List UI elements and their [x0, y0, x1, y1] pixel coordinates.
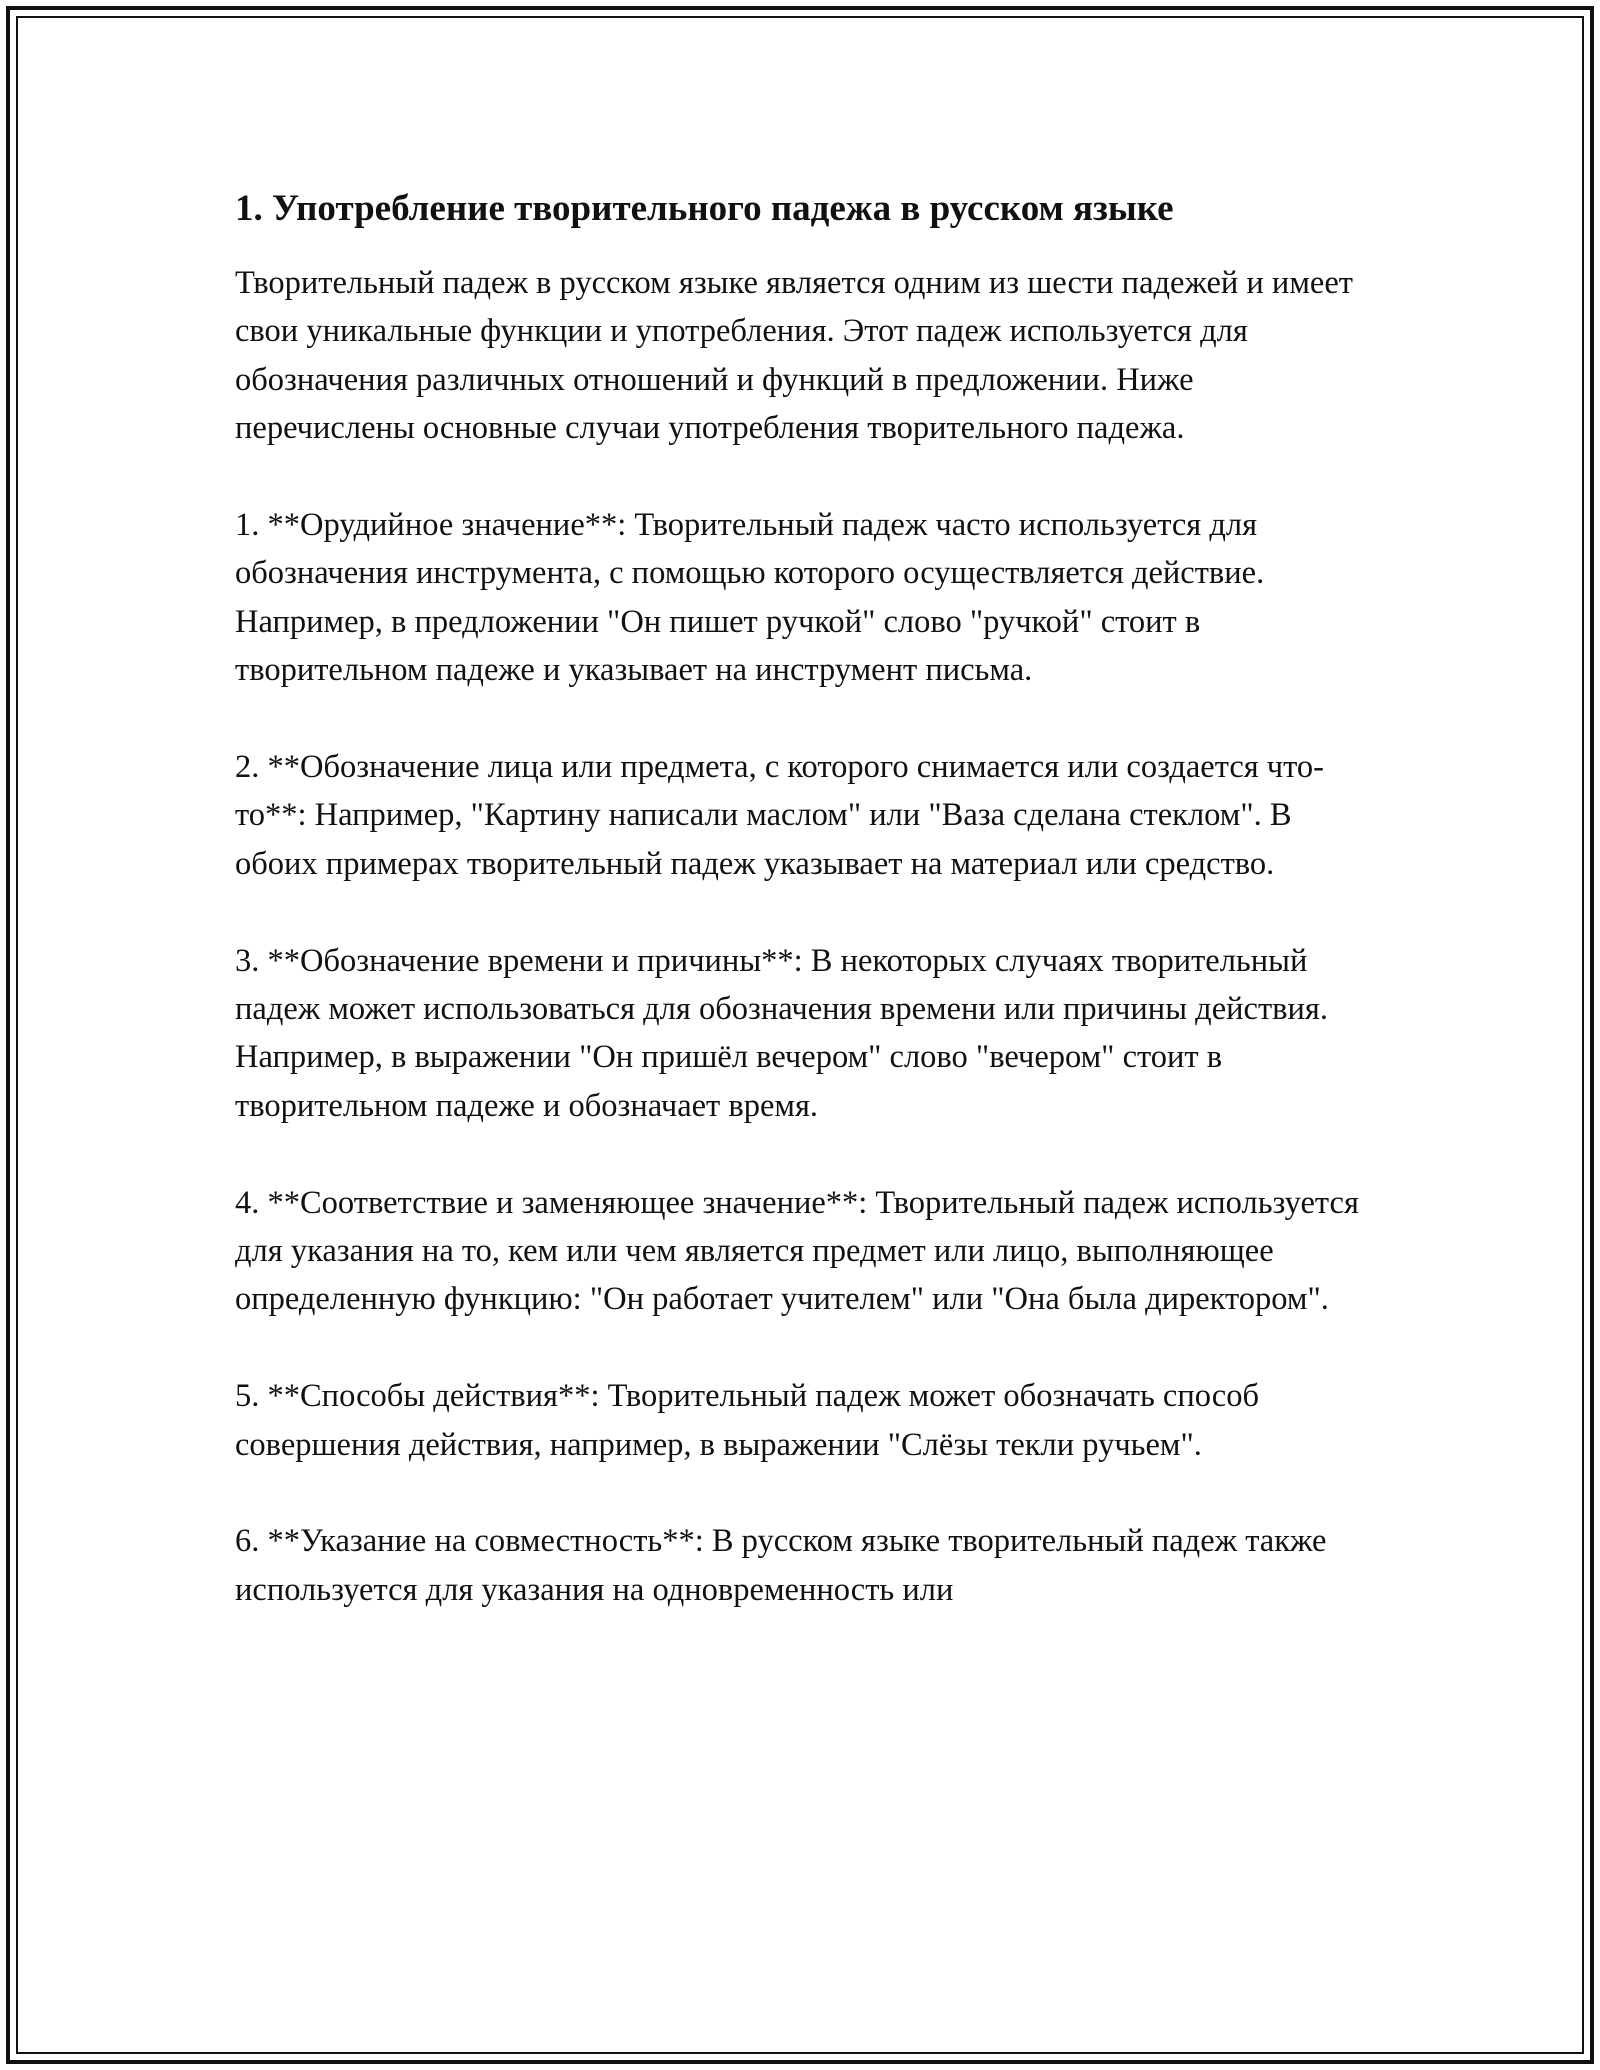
list-item-accompaniment: 6. **Указание на совместность**: В русском языке творительный падеж также используется для указания на одновременность или — [235, 1523, 1327, 1608]
list-item-time-cause: 3. **Обозначение времени и причины**: В некоторых случаях творительный падеж может использоваться для обозначения времени или причины действия. Например, в выражении "Он пришёл вечером" слово "вечером" стоит в творительном падеже и обозначает время. — [235, 942, 1328, 1124]
list-item-role: 4. **Соответствие и заменяющее значение**: Творительный падеж используется для указания на то, кем или чем является предмет или лицо, выполняющее определенную функцию: "Он работает учителем" или "Она была директором". — [235, 1184, 1359, 1318]
section-heading: 1. Употребление творительного падежа в русском языке — [235, 188, 1174, 229]
list-item-material: 2. **Обозначение лица или предмета, с которого снимается или создается что-то**: Например, "Картину написали маслом" или "Ваза сделана стеклом". В обоих примерах творительный падеж указывает на материал или средство. — [235, 749, 1325, 882]
document-body — [235, 185, 1375, 1663]
list-item-instrumental: 1. **Орудийное значение**: Творительный падеж часто используется для обозначения инструмента, с помощью которого осуществляется действие. Например, в предложении "Он пишет ручкой" слово "ручкой" стоит в творительном падеже и указывает на инструмент письма. — [235, 507, 1265, 689]
intro-paragraph: Творительный падеж в русском языке является одним из шести падежей и имеет свои уникальные функции и употребления. Этот падеж используется для обозначения различных отношений и функций в предложении. Ниже перечислены основные случаи употребления творительного падежа. — [235, 265, 1353, 447]
list-item-manner: 5. **Способы действия**: Творительный падеж может обозначать способ совершения действия, например, в выражении "Слёзы текли ручьем". — [235, 1378, 1259, 1463]
